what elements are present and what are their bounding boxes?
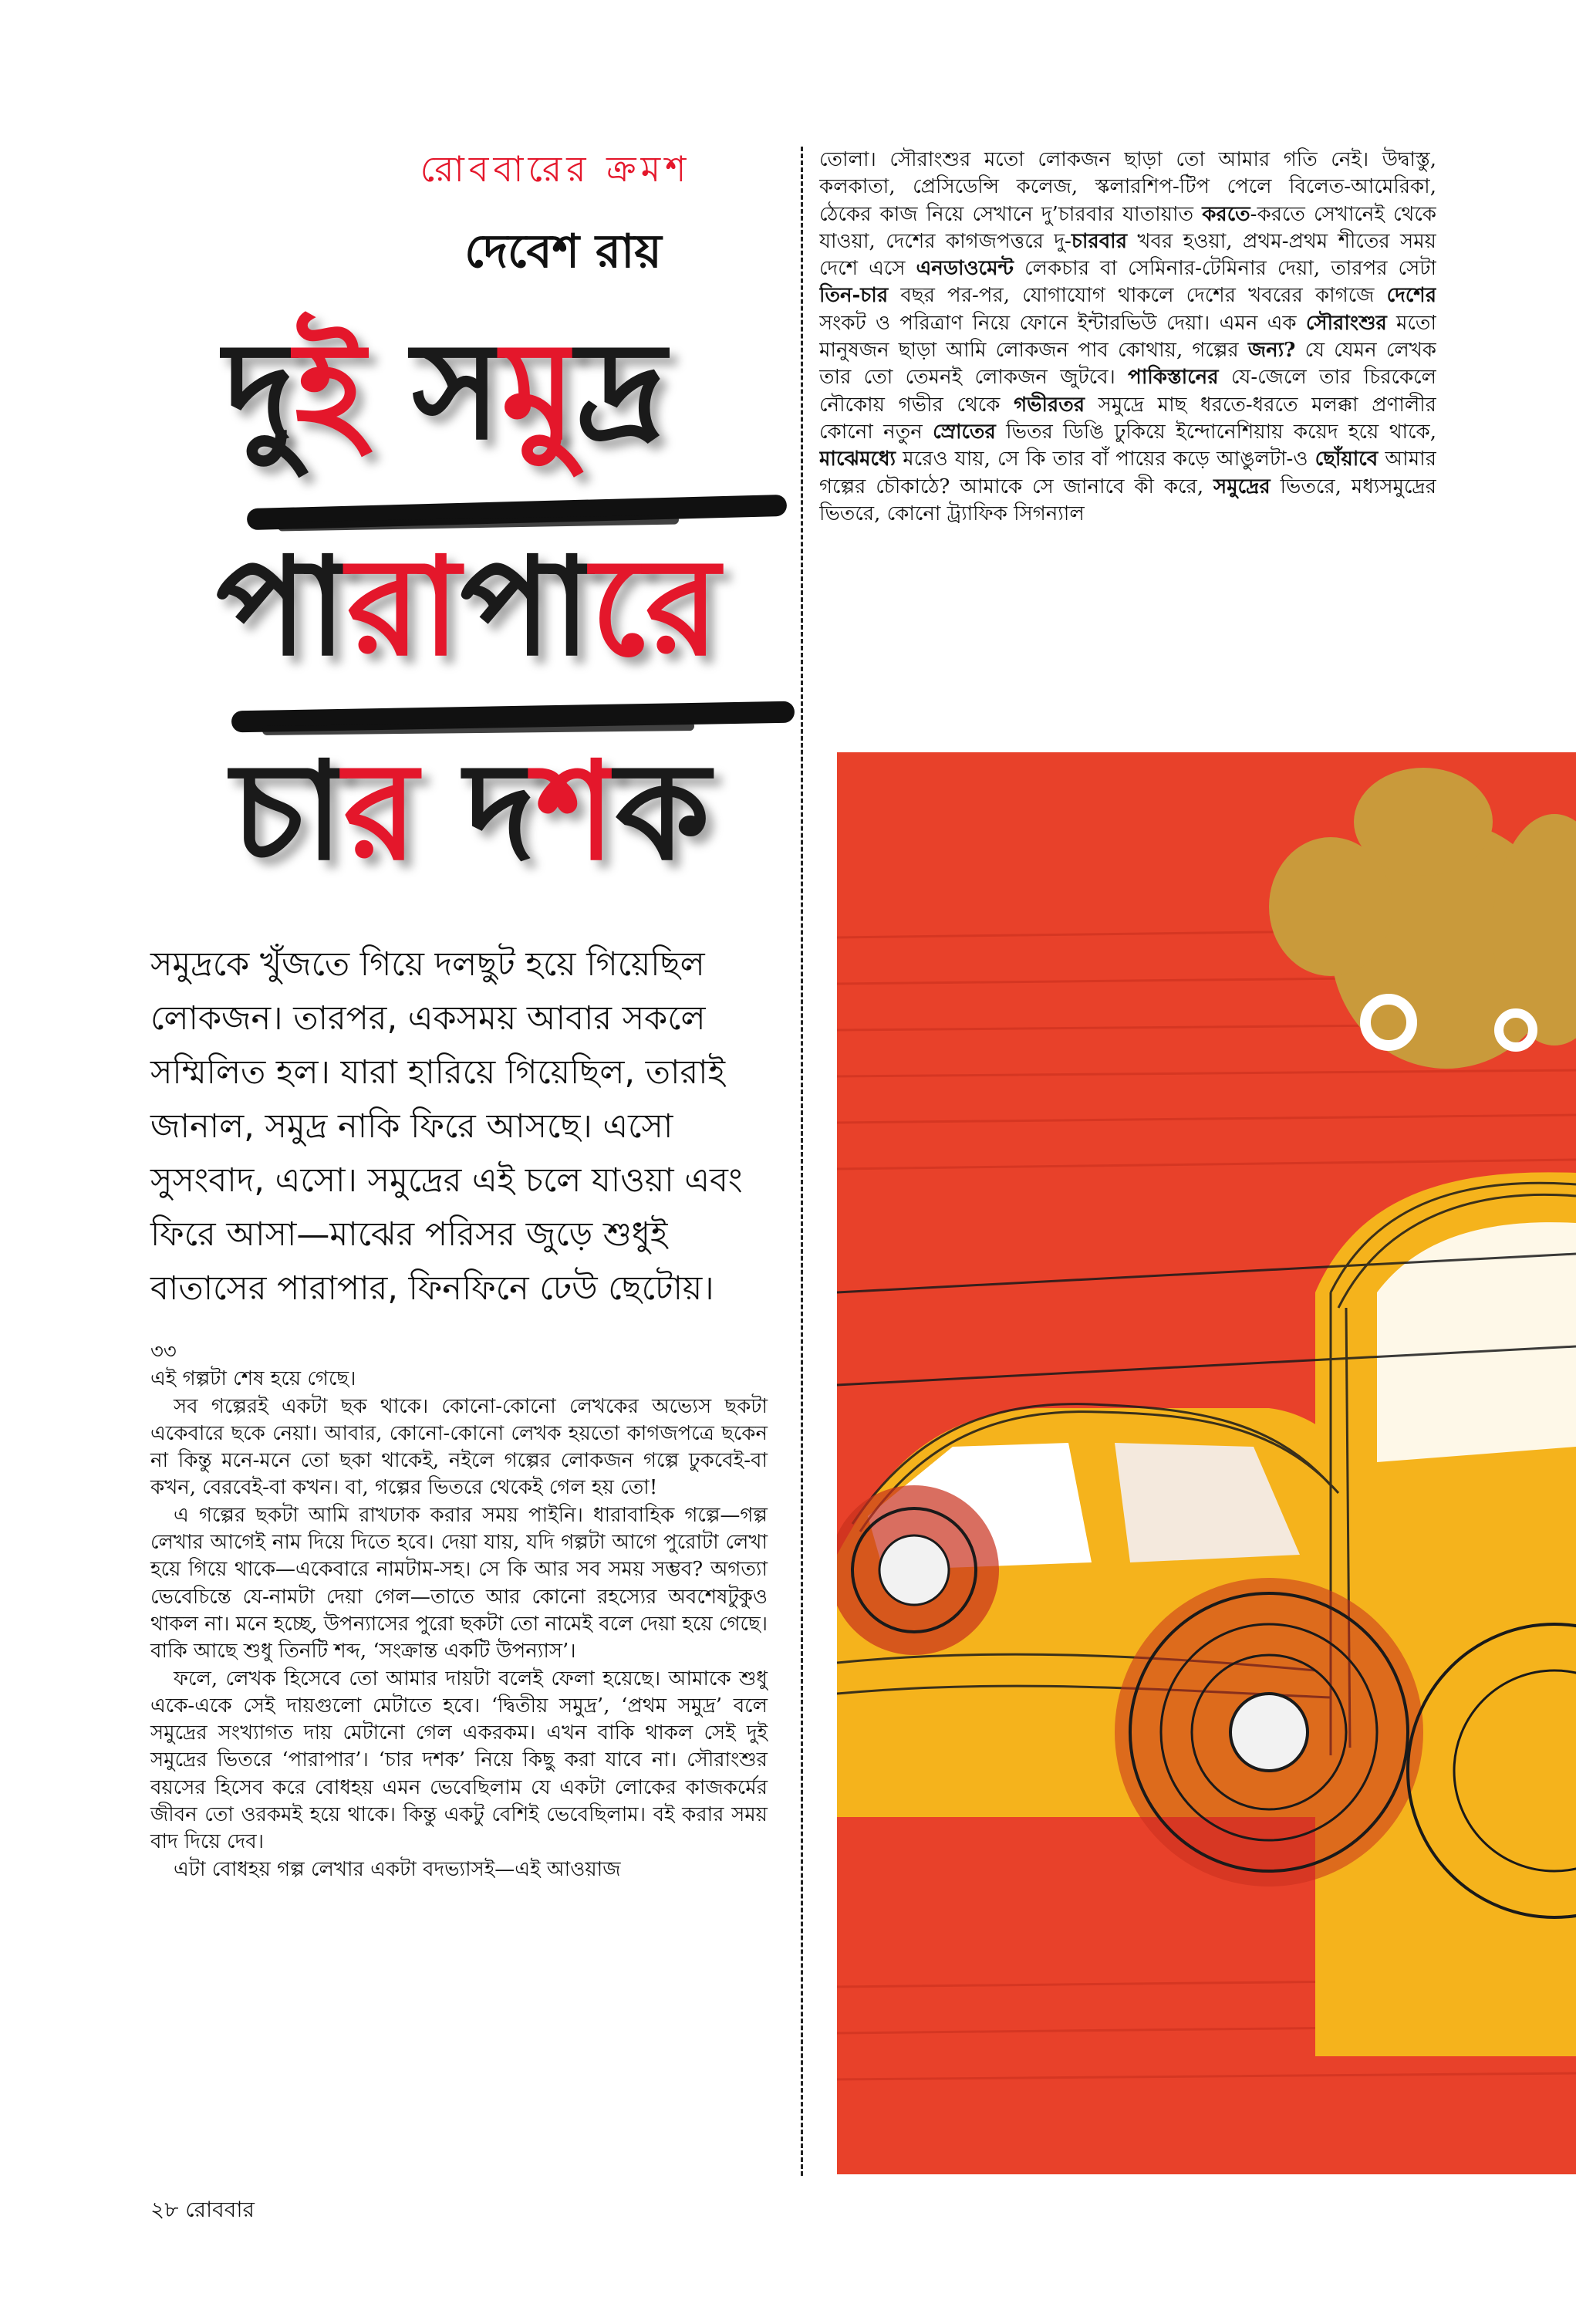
paragraph: সব গল্পেরই একটা ছক থাকে। কোনো-কোনো লেখকের অভ্যেস ছকটা একেবারে ছকে নেয়া। আবার, কোনো-কোনো লেখক হয়তো কাগজপত্রে ছকেন না কিন্তু মনে-মনে তো ছকা থাকেই, নইলে গল্পের লোকজন গল্পে ঢুকবেই-বা কখন, বেরবেই-বা কখন। বা, গল্পের ভিতরে থেকেই গেল হয় তো!	[150, 1394, 768, 1500]
illustration-graphic	[837, 752, 1576, 2174]
title-line-3: চার দশক	[231, 734, 710, 890]
title-line-2: পারাপারে	[216, 529, 720, 686]
intro-blurb: সমুদ্রকে খুঁজতে গিয়ে দলছুট হয়ে গিয়েছিল লোকজন। তারপর, একসময় আবার সকলে সম্মিলিত হল। যারা হারিয়ে গিয়েছিল, তারাই জানাল, সমুদ্র নাকি ফিরে আসছে। এসো সুসংবাদ, এসো। সমুদ্রের এই চলে যাওয়া এবং ফিরে আসা—মাঝের পরিসর জুড়ে শুধুই বাতাসের পারাপার, ফিনফিনে ঢেউ ছেটোয়।	[150, 945, 743, 1308]
page-folio: ২৮ রোববার	[150, 2197, 255, 2222]
paragraph: এটা বোধহয় গল্প লেখার একটা বদভ্যাসই—এই আওয়াজ	[174, 1857, 621, 1881]
paragraph: এই গল্পটা শেষ হয়ে গেছে।	[150, 1367, 356, 1391]
series-label: রোববারের ক্রমশ	[420, 148, 691, 190]
title-line-1: দুই সমুদ্র	[224, 313, 666, 470]
paragraph: ফলে, লেখক হিসেবে তো আমার দায়টা বলেই ফেলা হয়েছে। আমাকে শুধু একে-একে সেই দায়গুলো মেটাতে হবে। ‘দ্বিতীয় সমুদ্র’, ‘প্রথম সমুদ্র’ বলে সমুদ্রের সংখ্যাগত দায় মেটানো গেল একরকম। এখন বাকি থাকল সেই দুই সমুদ্রের ভিতরে ‘পারাপার’। ‘চার দশক’ নিয়ে কিছু করা যাবে না। সৌরাংশুর বয়সের হিসেব করে বোধহয় এমন ভেবেছিলাম যে একটা লোকের কাজকর্মের জীবন তো ওরকমই হয়ে থাকে। কিন্তু একটু বেশিই ভেবেছিলাম। বই করার সময় বাদ দিয়ে দেব।	[150, 1667, 768, 1854]
left-column-text	[150, 1339, 768, 1883]
paragraph: এ গল্পের ছকটা আমি রাখঢাক করার সময় পাইনি। ধারাবাহিক গল্পে—গল্প লেখার আগেই নাম দিয়ে দিতে হবে। দেয়া যায়, যদি গল্পটা আগে পুরোটা লেখা হয়ে গিয়ে থাকে—একেবারে নামটাম-সহ। সে কি আর সব সময় সম্ভব? অগত্যা ভেবেচিন্তে যে-নামটা দেয়া গেল—তাতে আর কোনো রহস্যের অবশেষটুকুও থাকল না। মনে হচ্ছে, উপন্যাসের পুরো ছকটা তো নামেই বলে দেয়া হয়ে গেছে। বাকি আছে শুধু তিনটি শব্দ, ‘সংক্রান্ত একটি উপন্যাস’।	[150, 1503, 768, 1664]
taxi-illustration	[837, 752, 1576, 2174]
author-name: দেবেশ রায়	[464, 225, 662, 279]
right-column-text	[819, 147, 1436, 718]
column-divider	[801, 147, 803, 2176]
chapter-number: ৩৩	[150, 1340, 177, 1363]
paragraph: তোলা। সৌরাংশুর মতো লোকজন ছাড়া তো আমার গতি নেই। উদ্বাস্তু, কলকাতা, প্রেসিডেন্সি কলেজ, স্কলারশিপ-টিপ পেলে বিলেত-আমেরিকা, ঠেকের কাজ নিয়ে সেখানে দু’চারবার যাতায়াত করতে-করতে সেখানেই থেকে যাওয়া, দেশের কাগজপত্তরে দু-চারবার খবর হওয়া, প্রথম-প্রথম শীতের সময় দেশে এসে এনডাওমেন্ট লেকচার বা সেমিনার-টেমিনার দেয়া, তারপর সেটা তিন-চার বছর পর-পর, যোগাযোগ থাকলে দেশের খবরের কাগজে দেশের সংকট ও পরিত্রাণ নিয়ে ফোনে ইন্টারভিউ দেয়া। এমন এক সৌরাংশুর মতো মানুষজন ছাড়া আমি লোকজন পাব কোথায়, গল্পের জন্য? যে যেমন লেখক তার তো তেমনই লোকজন জুটবে। পাকিস্তানের যে-জেলে তার চিরকেলে নৌকোয় গভীর থেকে গভীরতর সমুদ্রে মাছ ধরতে-ধরতে মলক্কা প্রণালীর কোনো নতুন স্রোতের ভিতর ডিঙি ঢুকিয়ে ইন্দোনেশিয়ায় কয়েদ হয়ে থাকে, মাঝেমধ্যে মরেও যায়, সে কি তার বাঁ পায়ের কড়ে আঙুলটা-ও ছোঁয়াবে আমার গল্পের চৌকাঠে? আমাকে সে জানাবে কী করে, সমুদ্রের ভিতরে, মধ্যসমুদ্রের ভিতরে, কোনো ট্র্যাফিক সিগন্যাল	[819, 148, 1436, 525]
